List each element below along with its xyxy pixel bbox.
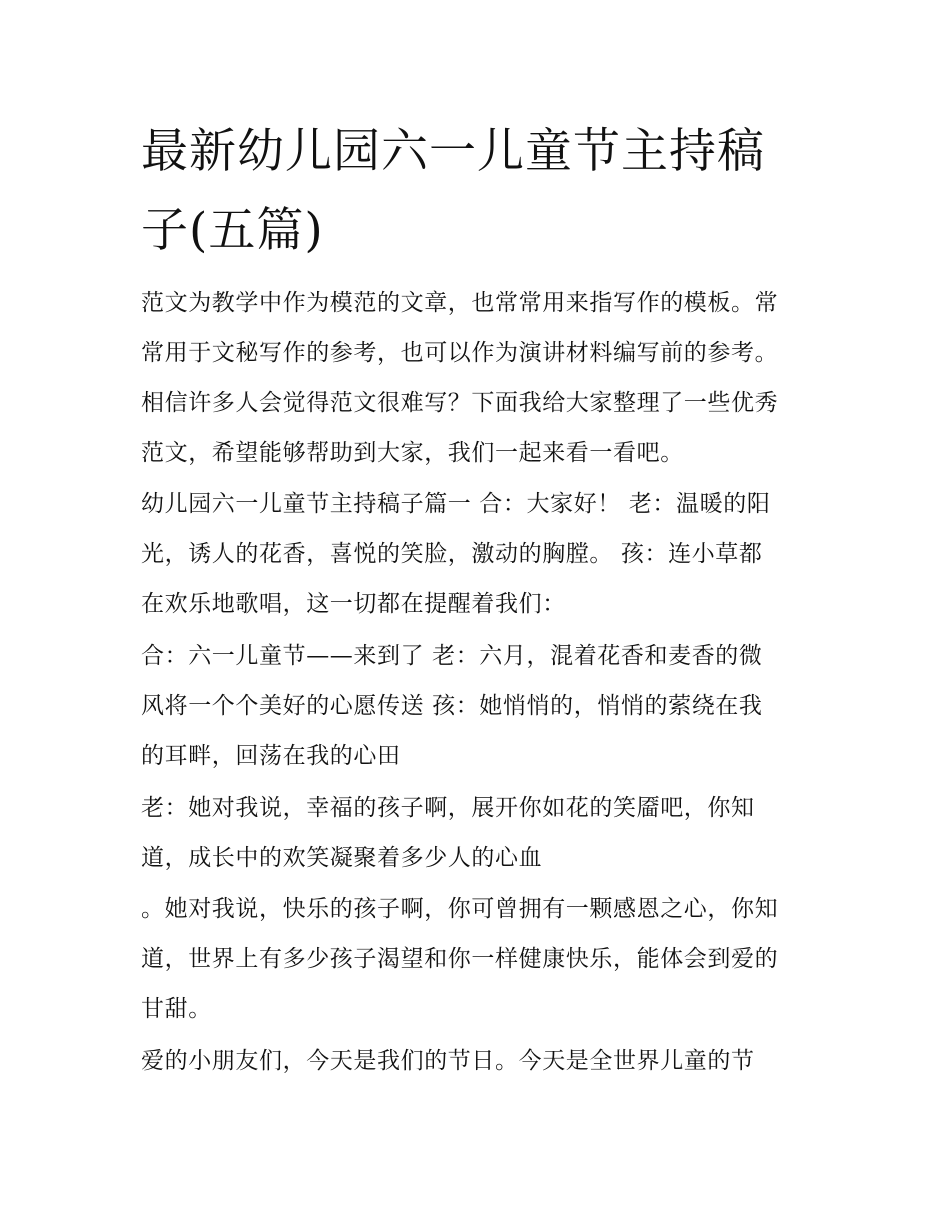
text-line: 。她对我说，快乐的孩子啊，你可曾拥有一颗感恩之心，你知	[141, 896, 779, 922]
text-line: 光，诱人的花香，喜悦的笑脸，激动的胸膛。 孩：连小草都	[141, 541, 763, 567]
text-line: 幼儿园六一儿童节主持稿子篇一 合：大家好！ 老：温暖的阳	[141, 491, 771, 517]
text-line: 风将一个个美好的心愿传送 孩：她悄悄的，悄悄的萦绕在我	[141, 693, 763, 719]
body-paragraph	[141, 884, 813, 1034]
text-line: 甘甜。	[141, 996, 212, 1022]
body-paragraph	[141, 631, 813, 781]
body-paragraph	[141, 479, 813, 629]
text-line: 道，世界上有多少孩子渴望和你一样健康快乐，能体会到爱的	[141, 946, 779, 972]
text-line: 范文，希望能够帮助到大家，我们一起来看一看吧。	[141, 440, 684, 466]
text-line: 爱的小朋友们，今天是我们的节日。今天是全世界儿童的节	[141, 1048, 755, 1074]
text-line: 道，成长中的欢笑凝聚着多少人的心血	[141, 845, 543, 871]
text-line: 常用于文秘写作的参考，也可以作为演讲材料编写前的参考。	[141, 340, 779, 366]
document-title	[141, 112, 821, 270]
text-line: 范文为教学中作为模范的文章，也常常用来指写作的模板。常	[141, 290, 779, 316]
text-line: 相信许多人会觉得范文很难写？下面我给大家整理了一些优秀	[141, 390, 779, 416]
text-line: 的耳畔，回荡在我的心田	[141, 743, 401, 769]
intro-paragraph	[141, 278, 813, 478]
text-line: 合：六一儿童节——来到了 老：六月，混着花香和麦香的微	[141, 643, 763, 669]
title-line: 最新幼儿园六一儿童节主持稿	[141, 124, 765, 179]
body-paragraph	[141, 783, 813, 883]
text-line: 老：她对我说，幸福的孩子啊，展开你如花的笑靥吧，你知	[141, 795, 755, 821]
text-line: 在欢乐地歌唱，这一切都在提醒着我们：	[141, 591, 566, 617]
body-paragraph	[141, 1036, 813, 1086]
title-line: 子(五篇)	[141, 203, 324, 258]
